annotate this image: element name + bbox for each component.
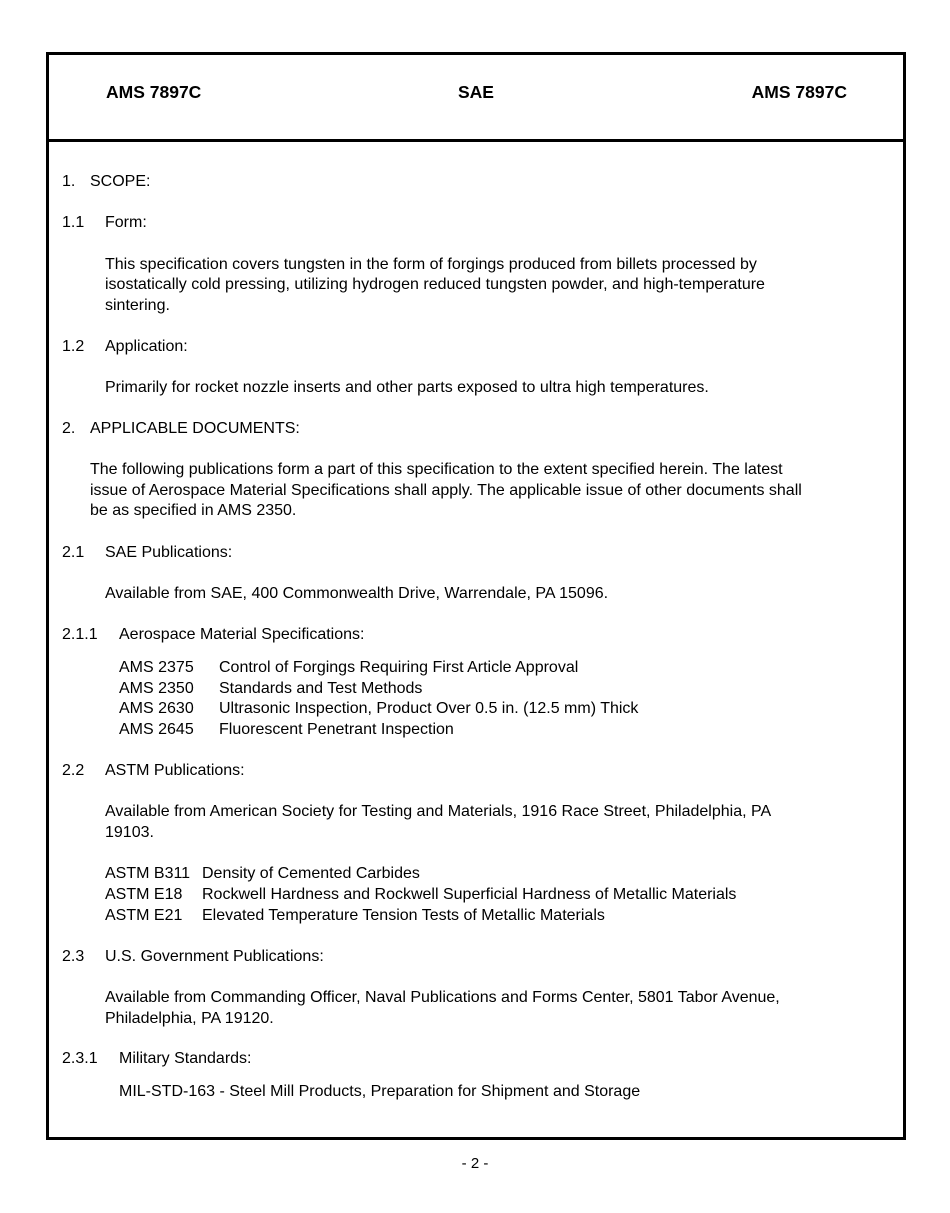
section-number: 2. [62,420,76,437]
section-title: Military Standards: [119,1050,252,1067]
paragraph-line: isostatically cold pressing, utilizing hydrogen reduced tungsten powder, and high-temperature [105,276,765,293]
section-number: 1.1 [62,214,85,231]
reference-title: Fluorescent Penetrant Inspection [219,721,454,738]
reference-code: AMS 2350 [119,680,194,697]
paragraph-line: sintering. [105,297,170,314]
paragraph-line: Available from SAE, 400 Commonwealth Drive, Warrendale, PA 15096. [105,585,609,602]
header-doc-id-left: AMS 7897C [106,82,202,102]
section-title: ASTM Publications: [105,762,245,779]
reference-code: ASTM E18 [105,886,183,903]
paragraph-line: Primarily for rocket nozzle inserts and other parts exposed to ultra high temperatures. [105,379,709,396]
section-number: 2.1.1 [62,626,98,643]
paragraph-line: Philadelphia, PA 19120. [105,1010,274,1027]
section-number: 1. [62,173,76,190]
paragraph-line: MIL-STD-163 - Steel Mill Products, Preparation for Shipment and Storage [119,1083,641,1100]
page-header [49,55,903,142]
section-title: SAE Publications: [105,544,233,561]
reference-code: ASTM E21 [105,907,183,924]
section-title: SCOPE: [90,173,151,190]
paragraph-line: be as specified in AMS 2350. [90,502,297,519]
section-title: U.S. Government Publications: [105,948,324,965]
reference-title: Ultrasonic Inspection, Product Over 0.5 in. (12.5 mm) Thick [219,700,639,717]
header-doc-id-right: AMS 7897C [751,82,847,102]
section-title: APPLICABLE DOCUMENTS: [90,420,300,437]
paragraph-line: issue of Aerospace Material Specifications shall apply. The applicable issue of other documents shall [90,482,802,499]
paragraph-line: Available from Commanding Officer, Naval Publications and Forms Center, 5801 Tabor Avenue, [105,989,780,1006]
reference-code: ASTM B311 [105,865,191,882]
reference-title: Density of Cemented Carbides [202,865,420,882]
reference-code: AMS 2630 [119,700,194,717]
paragraph-line: This specification covers tungsten in the form of forgings produced from billets processed by [105,256,757,273]
paragraph-line: Available from American Society for Testing and Materials, 1916 Race Street, Philadelphia, PA [105,803,772,820]
reference-code: AMS 2645 [119,721,194,738]
reference-title: Rockwell Hardness and Rockwell Superficial Hardness of Metallic Materials [202,886,737,903]
section-number: 1.2 [62,338,85,355]
reference-code: AMS 2375 [119,659,194,676]
section-title: Aerospace Material Specifications: [119,626,365,643]
section-number: 2.1 [62,544,85,561]
section-title: Form: [105,214,147,231]
reference-title: Control of Forgings Requiring First Article Approval [219,659,579,676]
paragraph-line: 19103. [105,824,154,841]
section-number: 2.3 [62,948,85,965]
section-number: 2.3.1 [62,1050,98,1067]
reference-title: Elevated Temperature Tension Tests of Metallic Materials [202,907,605,924]
paragraph-line: The following publications form a part of this specification to the extent specified herein. The latest [90,461,783,478]
reference-title: Standards and Test Methods [219,680,423,697]
header-org: SAE [458,82,494,102]
section-title: Application: [105,338,188,355]
section-number: 2.2 [62,762,85,779]
page-number: - 2 - [461,1155,489,1172]
